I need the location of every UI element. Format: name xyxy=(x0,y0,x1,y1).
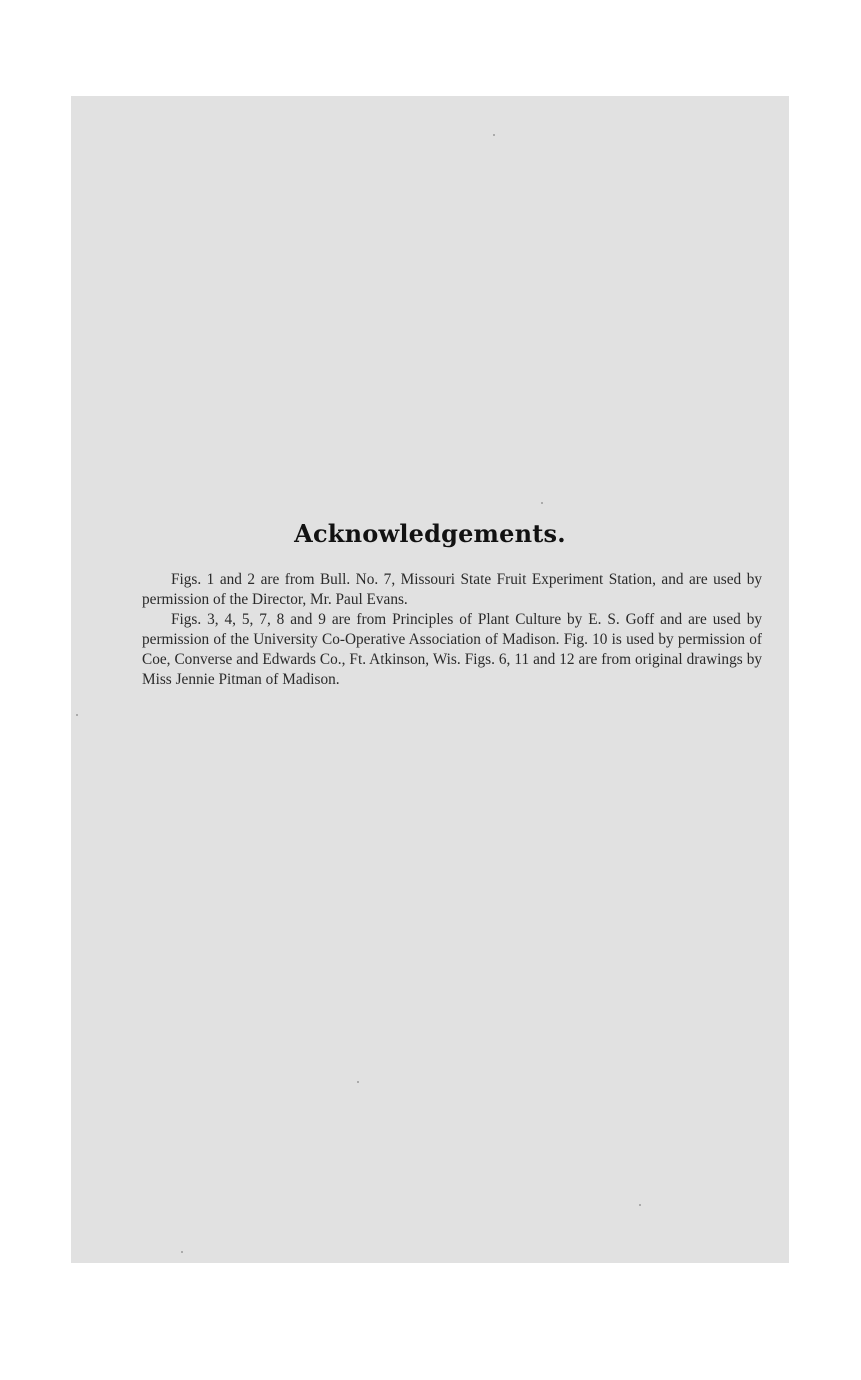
scan-speck xyxy=(541,502,543,504)
paragraph: Figs. 1 and 2 are from Bull. No. 7, Missouri State Fruit Experiment Station, and are used by permission of the Director, Mr. Paul Evans. xyxy=(142,571,762,608)
scan-speck xyxy=(493,134,495,136)
scan-speck xyxy=(181,1251,183,1253)
paragraph: Figs. 3, 4, 5, 7, 8 and 9 are from Principles of Plant Culture by E. S. Goff and are used by permission of the University Co-Operative Association of Madison. Fig. 10 is used by permission of Coe, Converse and Edwards Co., Ft. Atkinson, Wis. Figs. 6, 11 and 12 are from original drawings by Miss Jennie Pitman of Madison. xyxy=(142,610,762,688)
acknowledgements-body xyxy=(142,570,762,689)
page-heading: Acknowledgements. xyxy=(294,519,566,548)
scan-speck xyxy=(639,1204,641,1206)
scan-speck xyxy=(76,714,78,716)
scan-speck xyxy=(357,1081,359,1083)
